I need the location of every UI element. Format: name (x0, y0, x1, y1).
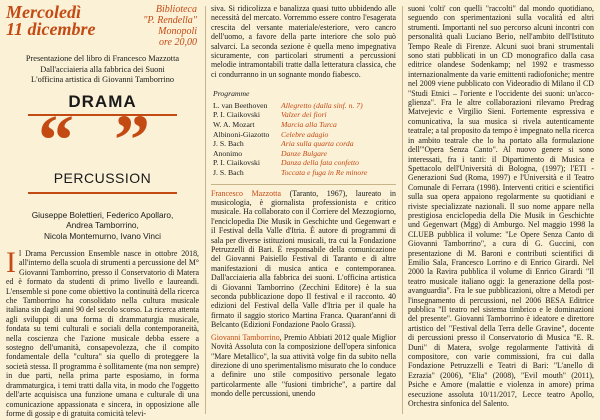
event-header (0, 0, 205, 52)
programme-work: Valzer dei fiori (281, 110, 327, 120)
bio-paragraph (211, 333, 396, 399)
programme-title: Programme (213, 89, 250, 99)
book-presentation (6, 54, 199, 86)
date-day: 11 dicembre (6, 19, 96, 39)
column-left (0, 0, 205, 420)
programme-composer: J. S. Bach (213, 168, 244, 177)
logo-rule (28, 192, 177, 194)
programme-composer: L. van Beethoven (213, 100, 268, 110)
programme-work: Celebre adagio (281, 129, 329, 139)
performer-line: Giuseppe Bolettieri, Federico Apollaro, (31, 209, 174, 220)
bio-text: suoni 'colti' con quelli "raccolti" dal mondo quotidiano, seguendo con sperimentazioni sulla vocalità ed altri strumenti. Importanti nel suo percorso alcuni incontri con personalità quali Luciano Berio, nell'ambito dell'Istituto Tempo Reale di Firenze. Alcuni suoi brani strumentali sono stati pubblicati in un CD monografico dalla casa editrice olandese Sodenkamp; nel 1992 e trasmesso internazionalmente da varie emittenti radiofoniche; mentre nel 2009 viene pubblicato con Videoradio di Milano il CD "Studi Etnici – l'oriente e l'occidente dei suoni: un'acco-glienza". Fra le altre collaborazioni rilevamo Predrag Matvejevic e Virgilio Sieni. Fortemente espressiva e comunicativa, la sua musica si rivela autenticamente teatrale; a tal proposito da tempo è impegnato nella ricerca in ambito teatrale che lo ha portato alla formulazione dell'"Opera Senza Canto". Al nuovo genere si sono interessati, fra i tanti: il Dipartimento di Musica e Spettacolo dell'Università di Bologna, (1997); l'ETI - Generazioni Sud (Roma, 1997) e l'Università e il Teatro Comunale di Ferrara (1998). Interventi critici e scientifici sulla sua opera appaiono regolarmente su quotidiani e riviste specializzate nazionali. Il suo nome appare nella prestigiosa enciclopedia della Die Musik in Geschichte und Gegenwart (Mgg) di Amburgo. Nel maggio 1998 la CLUEB pubblica il volume: "Le Opere Senza Canto di Giovanni Tamborrino", a cura di G. Guccini, con presentazione di M. Baroni e contributi scientifici di Emilio Sala, Francesco Lorrino e di Enrico Girardi. Nel 2000 la Ravira pubblica il volume di Enrico Girardi "Il teatro musicale italiano oggi: la generazione della post-avanguardia". Fra le sue pubblicazioni, oltre a Metodi per l'insegnamento di percussioni, nel 2006 BESA Editrice pubblica "Il teatro nel sistema timbrico e le dominazioni del presente". Giovanni Tamborrino è ideatore e direttore artistico del "Festival della Terra delle Gravine", docente di percussioni presso il Conservatorio di Musica "E. R. Duni" di Matera, svolge regolarmente l'attività di compositore, con varie commissioni, fra cui dalla Fondazione Petruzzelli e Teatri di Bari: "L'anello di Ezrazia" (2006), "Elia" (2008), "Evil mouth" (2011), Psiche e Amore (malattie e violenza in amore) prima esecuzione assoluta 10/11/2017, Lecce teatro Apollo, Orchestra sinfonica del Salento. (408, 4, 594, 409)
intro-line: L'officina artistica di Giovanni Tamborrino (31, 75, 174, 84)
date-weekday: Mercoledì (6, 2, 81, 22)
programme-row (213, 130, 396, 140)
performer-line: Nicola Montemurno, Ivano Vinci (44, 230, 161, 241)
logo-word-drama: DRAMA (68, 91, 137, 111)
bio-paragraph (211, 189, 396, 330)
venue-line: Monopoli (158, 26, 197, 37)
venue-line: ore 20,00 (159, 37, 197, 48)
programme-composer: P. I. Ciaikovski (213, 110, 260, 120)
venue-line: Biblioteca (155, 4, 197, 15)
drop-cap: I (6, 246, 16, 279)
programme-work: Danze Bulgare (281, 148, 328, 158)
bio-text: , Premio Abbiati 2012 quale Miglior Novità Assoluta con la composizione dell'opera sinfonica "Mare Metallico", la sua attività volge fin da subito nella direzione di uno sperimentalismo misurato che lo conduce a definire uno stile compositivo personale legato particolarmente alle "fusioni timbriche", a partire dal mondo delle percussioni, unendo (211, 332, 396, 399)
venue-line: "P. Rendella" (143, 15, 197, 26)
quote-mark-icon: ” (114, 99, 150, 180)
programme-row (213, 110, 396, 120)
programme-composer: P. I. Ciaikovski (213, 158, 260, 168)
programme-composer: J. S. Bach (213, 139, 244, 149)
programme-row (213, 120, 396, 130)
programme-work: Aria sulla quarta corda (281, 139, 354, 149)
column-middle (205, 0, 402, 420)
programme-row (213, 101, 396, 111)
quote-mark-icon: “ (38, 99, 74, 180)
description-text: l Drama Percussion Ensemble nasce in ottobre 2018, all'interno della scuola di strumenti a percussione del M° Giovanni Tamborrino, presso il Conservatorio di Matera ed è formato da studenti di primo livello e laureandi. L'ensemble si pone come obiettivo la continuità della ricerca che Tamborrino ha consolidato nella cultura musicale italiana sin dagli anni 90 del secolo scorso. La ricerca attenta agli sviluppi di una forma di drammaturgia musicale, fondata su temi culturali e sociali della contemporaneità, nella coscienza che l'azione musicale debba essere a sostegno dell'umanità, consapevolezza, che il compito fondamentale della "cultura" sia quello di proteggere la società stessa. Il programma è sollitamente (ma non sempre) in due parti, nella prima parte esposiamo, in forma drammaturgica, i temi tratti dalla vita, in modo che l'oggetto dell'arte acquisisca una funzione umana e culturale di una comunicazione appassionata e sincera, in opposizione alle forme di gossip e di gratuita comicità televi- (6, 249, 199, 418)
intro-line: Presentazione del libro di Francesco Mazzotta (25, 54, 180, 63)
programme-work: Danza della fata confetto (281, 158, 359, 168)
performer-line: Andrea Tamborrino, (66, 220, 139, 230)
programme-composer: Anonimo (213, 148, 243, 158)
programme-composer: Albinoni-Giazotto (213, 129, 270, 139)
bio-text: (Taranto, 1967), laureato in musicologia, è giornalista professionista e critico musicale. Ha collaborato con il Corriere del Mezzogiorno, l'enciclopedia Die Musik in Geschichte und Gegenwart e il Festival della Valle d'Itria. È autore di programmi di sala per diverse istituzioni musicali, tra cui la Fondazione Petruzzelli di Bari. È responsabile della comunicazione del Giovanni Paisiello Festival di Taranto e di altre manifestazioni di musica antica e contemporanea. Dall'acciaieria alla fabbrica dei suoni. L'officina artistica di Giovanni Tamborrino (Zecchini Editore) è la sua seconda pubblicazione dopo Il festival e il racconto. 40 edizioni del Festival della Valle d'Itria per il quale ha firmato il saggio storico Martina Franca. Quarant'anni di Belcanto (Edizioni Fondazione Paolo Grassi). (211, 188, 396, 330)
section-divider (211, 184, 396, 185)
programme (213, 89, 396, 177)
logo-word-percussion: PERCUSSION (53, 169, 152, 186)
ensemble-logo (0, 92, 205, 210)
programme-work: Toccata e fuga in Re minore (281, 168, 368, 177)
performers-list (6, 210, 199, 242)
bio-mazzotta (211, 189, 396, 399)
programme-work: Marcia alla Turca (281, 120, 337, 130)
ensemble-description (6, 246, 199, 418)
bio-name: Giovanni Tamborrino (211, 332, 280, 342)
programme-row (213, 168, 396, 178)
programme-row (213, 139, 396, 149)
event-venue (143, 4, 197, 48)
programme-table (213, 101, 396, 178)
bio-tamborrino-continued (408, 4, 594, 408)
event-date (6, 4, 95, 38)
description-text: siva. Si ridicolizza e banalizza quasi tutto ubbidendo alle necessità del mercato. Vorremmo essere contro l'esagerata crescita del versante materiale/esteriore, vero cancro dell'uomo, a favore della parte interiore che solo può salvarci. La seconda sezione è quella meno impegnativa sicuramente, con particolari strumenti a percussioni melodie intramontabili tratte dalla letteratura classica, che ci condurranno in un sognante mondo fiabesco. (211, 4, 396, 79)
programme-work: Allegretto (dalla sinf. n. 7) (281, 100, 363, 110)
bio-name: Francesco Mazzotta (211, 188, 281, 198)
column-right (402, 0, 600, 420)
programme-composer: W. A. Mozart (213, 120, 255, 130)
programme-row (213, 158, 396, 168)
programme-row (213, 149, 396, 159)
intro-line: Dall'acciaieria alla fabbrica dei Suoni (40, 64, 165, 74)
description-continuation (211, 4, 396, 79)
